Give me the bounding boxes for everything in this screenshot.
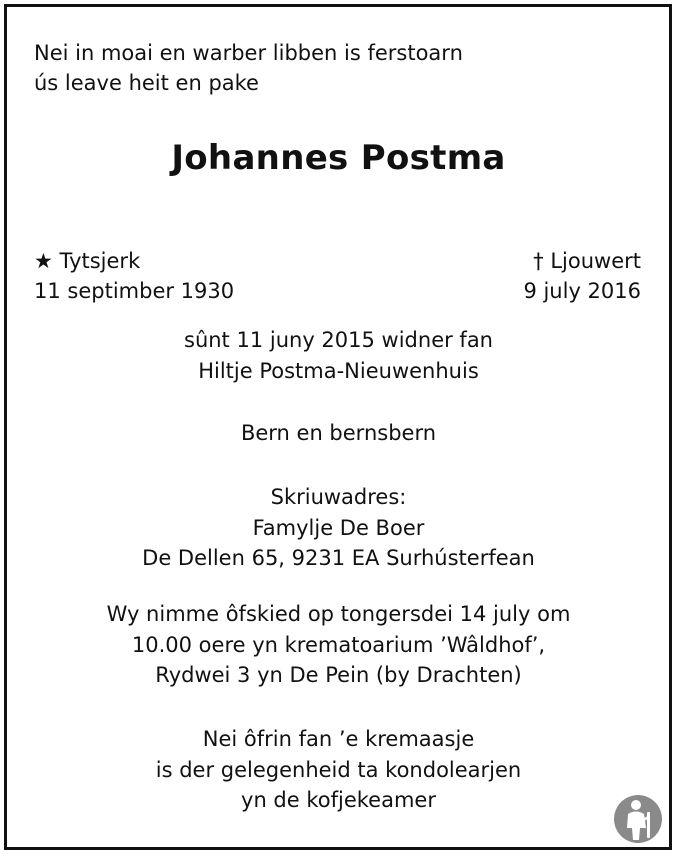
widower-line-1: sûnt 11 juny 2015 widner fan — [184, 328, 493, 352]
intro-text — [34, 38, 463, 98]
deceased-name: Johannes Postma — [171, 138, 506, 178]
birth-place-line — [34, 246, 234, 276]
birth-place: Tytsjerk — [59, 249, 141, 273]
death-cross-icon: † — [533, 249, 544, 273]
address-name: Famylje De Boer — [252, 515, 425, 540]
address-street: De Dellen 65, 9231 EA Surhústerfean — [142, 546, 535, 570]
death-date: 9 july 2016 — [523, 279, 641, 303]
farewell-line-2: 10.00 oere yn krematoarium ’Wâldhof’, — [131, 632, 546, 657]
address-label: Skriuwadres: — [270, 485, 407, 509]
widower-line-2: Hiltje Postma-Nieuwenhuis — [198, 358, 479, 383]
family-text — [0, 418, 677, 449]
birth-star-icon: ★ — [34, 249, 53, 273]
condolence-line-1: Nei ôfrin fan ’e kremaasje — [202, 727, 475, 751]
farewell-line-3: Rydwei 3 yn De Pein (by Drachten) — [155, 663, 522, 687]
death-place-line — [523, 246, 641, 276]
mourning-figure-icon — [613, 794, 663, 844]
birth-info — [34, 246, 234, 306]
condolence-line-3: yn de kofjekeamer — [241, 788, 436, 812]
correspondence-address — [0, 482, 677, 574]
family-line: Bern en bernsbern — [240, 421, 437, 445]
widower-text — [0, 325, 677, 386]
condolence-text — [0, 724, 677, 816]
death-info — [523, 246, 641, 306]
death-place: Ljouwert — [550, 249, 641, 273]
condolence-line-2: is der gelegenheid ta kondolearjen — [155, 757, 522, 782]
intro-line-2: ús leave heit en pake — [34, 71, 259, 95]
birth-date: 11 septimber 1930 — [34, 279, 235, 303]
intro-line-1: Nei in moai en warber libben is ferstoarn — [34, 41, 463, 65]
farewell-text — [0, 599, 677, 691]
farewell-line-1: Wy nimme ôfskied op tongersdei 14 july om — [106, 602, 571, 626]
